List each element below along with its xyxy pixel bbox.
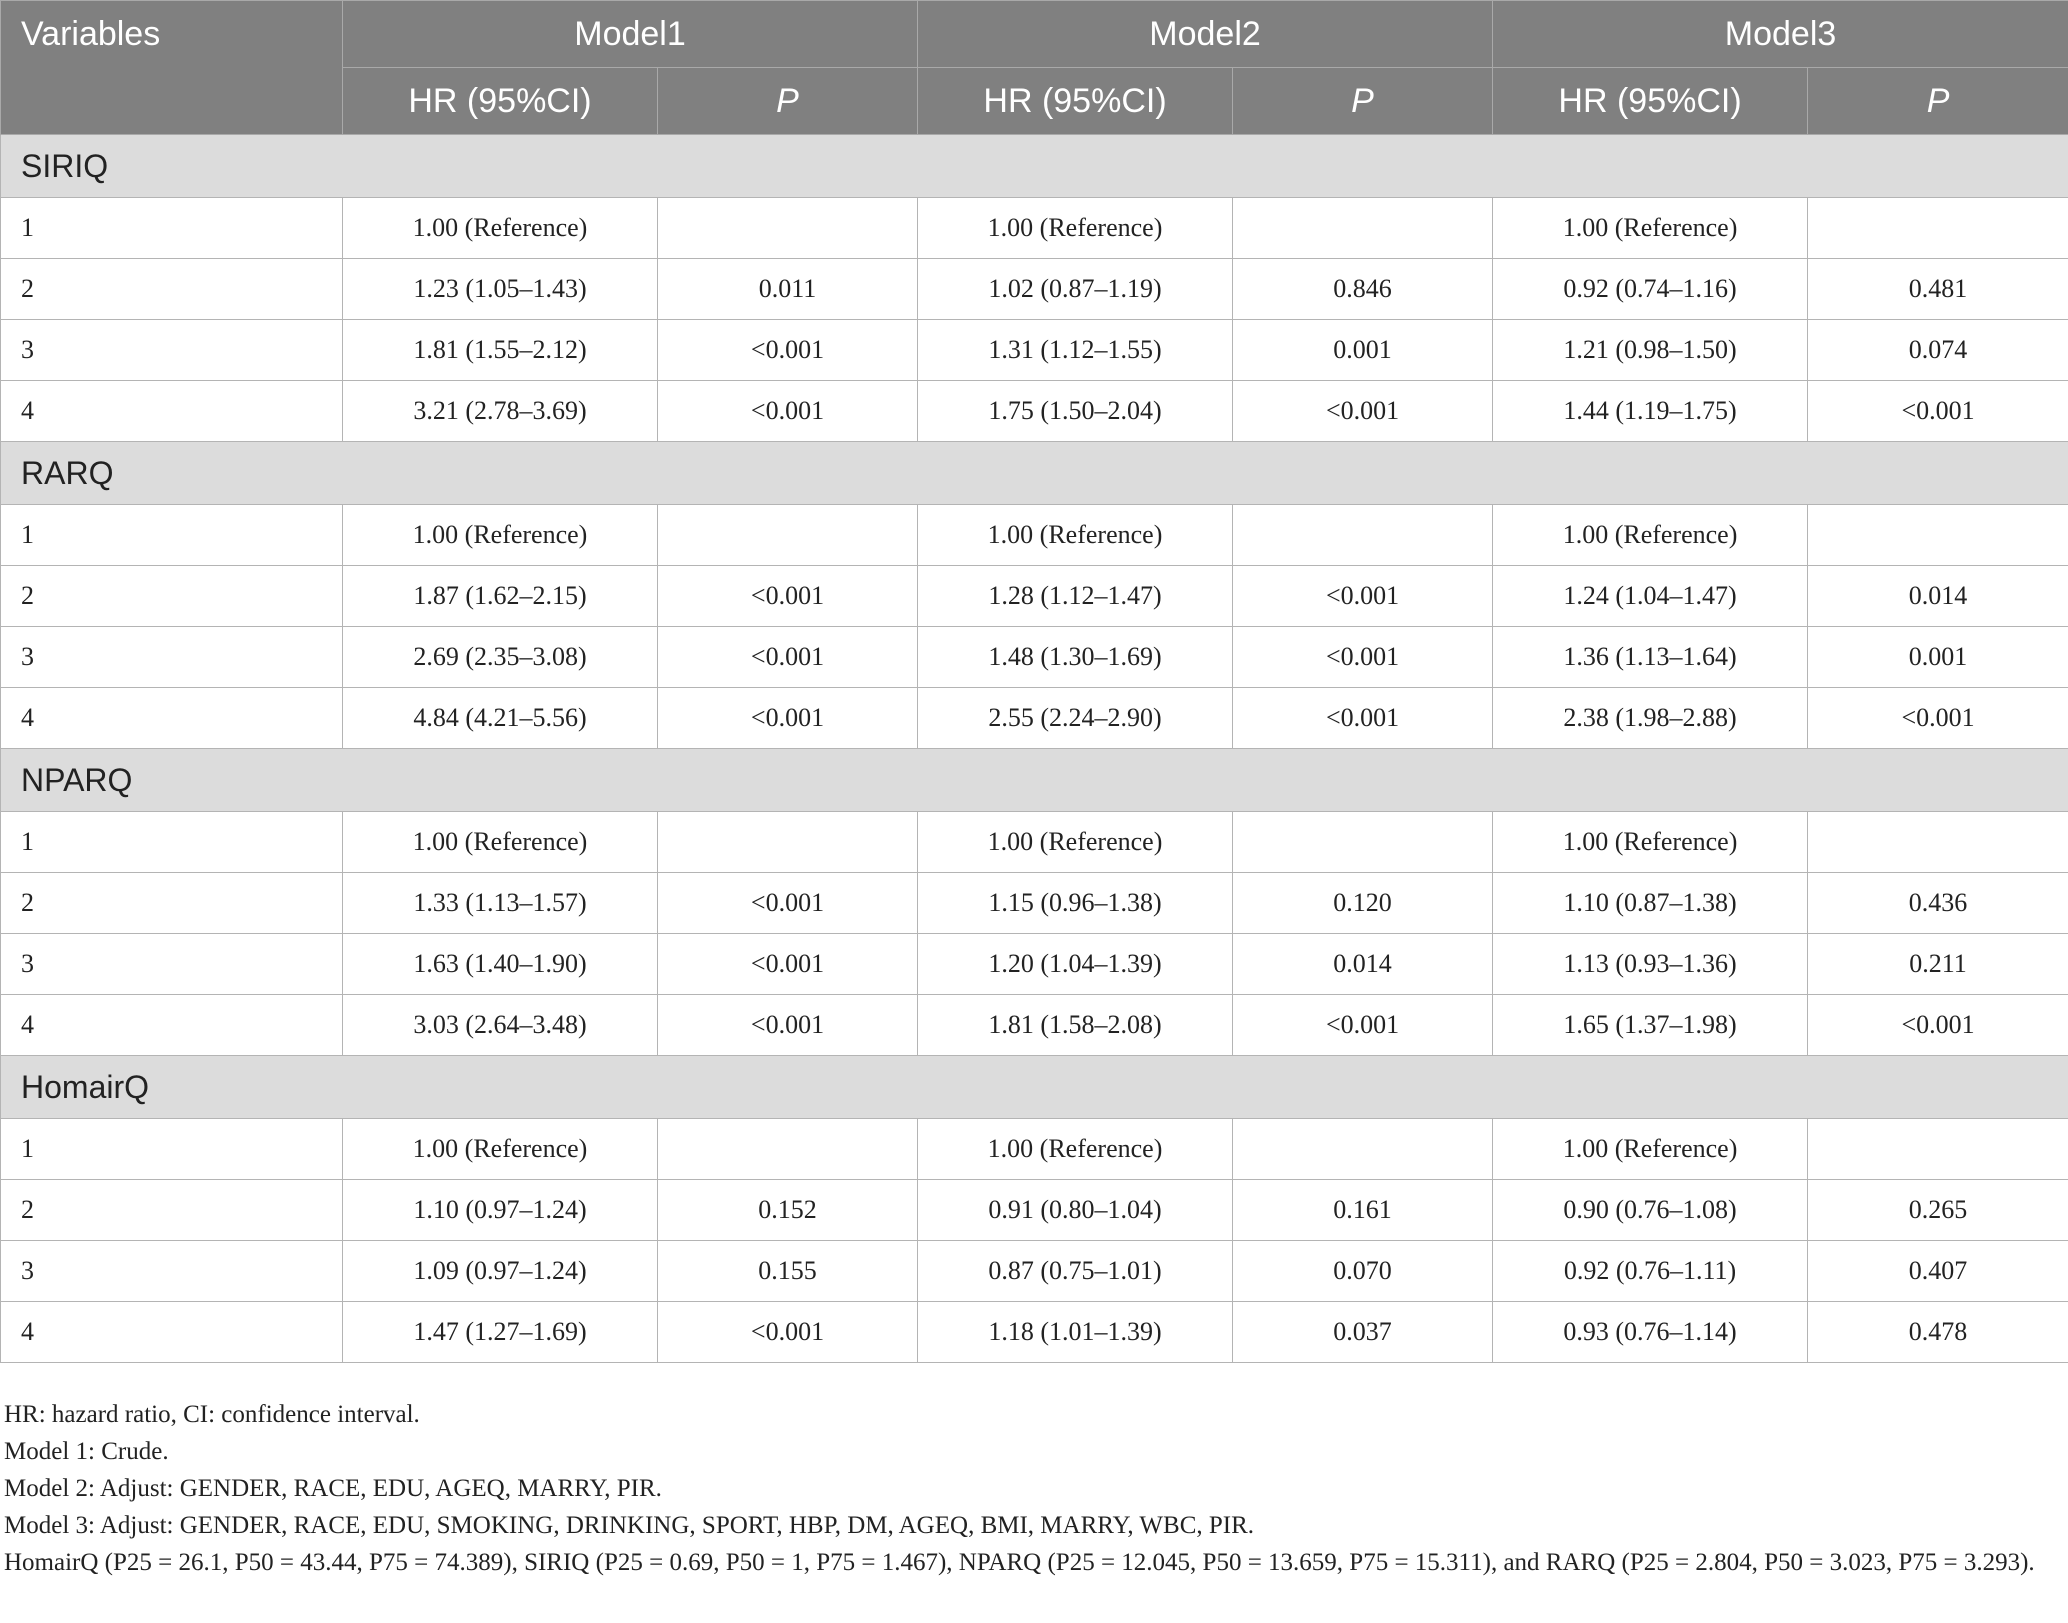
table-row [1,1180,2068,1241]
p-cell: 0.001 [1808,627,2068,688]
quartile-cell: 2 [1,259,343,320]
quartile-cell: 1 [1,1119,343,1180]
p-cell: <0.001 [1233,566,1493,627]
table-row [1,505,2068,566]
quartile-cell: 4 [1,1302,343,1363]
group-label: RARQ [1,442,2068,505]
hr-cell: 1.00 (Reference) [918,812,1233,873]
quartile-cell: 1 [1,505,343,566]
p-cell: <0.001 [658,627,918,688]
table-footnotes [4,1396,2064,1581]
quartile-cell: 4 [1,688,343,749]
footnote: Model 3: Adjust: GENDER, RACE, EDU, SMOKING, DRINKING, SPORT, HBP, DM, AGEQ, BMI, MARRY, WBC, PIR. [4,1512,1255,1539]
hr-cell: 1.15 (0.96–1.38) [918,873,1233,934]
hr-cell: 1.36 (1.13–1.64) [1493,627,1808,688]
hr-cell: 1.00 (Reference) [918,1119,1233,1180]
p-cell [658,505,918,566]
table-row [1,381,2068,442]
p-cell: 0.155 [658,1241,918,1302]
hr-cell: 1.47 (1.27–1.69) [343,1302,658,1363]
hr-cell: 1.10 (0.97–1.24) [343,1180,658,1241]
table-row [1,1119,2068,1180]
p-cell: <0.001 [1233,381,1493,442]
table-row [1,566,2068,627]
hr-cell: 3.03 (2.64–3.48) [343,995,658,1056]
p-cell: 0.265 [1808,1180,2068,1241]
hr-cell: 1.20 (1.04–1.39) [918,934,1233,995]
group-row [1,749,2068,812]
hr-cell: 1.65 (1.37–1.98) [1493,995,1808,1056]
group-row [1,1056,2068,1119]
p-cell: <0.001 [1808,688,2068,749]
p-cell: 0.481 [1808,259,2068,320]
p-cell: <0.001 [1233,627,1493,688]
quartile-cell: 3 [1,1241,343,1302]
p-cell [658,812,918,873]
p-cell [1808,505,2068,566]
table-row [1,812,2068,873]
p-cell: 0.407 [1808,1241,2068,1302]
table-row [1,1302,2068,1363]
p-cell: <0.001 [658,566,918,627]
quartile-cell: 2 [1,566,343,627]
hr-cell: 1.81 (1.58–2.08) [918,995,1233,1056]
hr-cell: 1.00 (Reference) [918,198,1233,259]
p-cell: <0.001 [1233,688,1493,749]
p-cell: <0.001 [658,688,918,749]
hr-cell: 1.21 (0.98–1.50) [1493,320,1808,381]
p-cell [1808,1119,2068,1180]
quartile-cell: 1 [1,198,343,259]
hr-cell: 1.00 (Reference) [1493,812,1808,873]
hr-cell: 1.00 (Reference) [1493,198,1808,259]
hr-cell: 1.31 (1.12–1.55) [918,320,1233,381]
hr-cell: 1.13 (0.93–1.36) [1493,934,1808,995]
table-row [1,627,2068,688]
quartile-cell: 3 [1,627,343,688]
hr-cell: 1.48 (1.30–1.69) [918,627,1233,688]
hr-cell: 0.91 (0.80–1.04) [918,1180,1233,1241]
hr-cell: 1.81 (1.55–2.12) [343,320,658,381]
quartile-cell: 3 [1,320,343,381]
p-cell [1233,1119,1493,1180]
p-cell: <0.001 [1233,995,1493,1056]
hr-cell: 2.38 (1.98–2.88) [1493,688,1808,749]
hr-cell: 0.92 (0.76–1.11) [1493,1241,1808,1302]
table-row [1,259,2068,320]
footnote: Model 2: Adjust: GENDER, RACE, EDU, AGEQ, MARRY, PIR. [4,1475,662,1502]
p-cell: 0.161 [1233,1180,1493,1241]
group-label: NPARQ [1,749,2068,812]
hr-cell: 1.00 (Reference) [1493,505,1808,566]
table-row [1,320,2068,381]
p-cell: <0.001 [658,873,918,934]
p-cell: <0.001 [658,1302,918,1363]
table-row [1,873,2068,934]
p-cell: 0.436 [1808,873,2068,934]
p-cell [658,198,918,259]
hr-cell: 1.10 (0.87–1.38) [1493,873,1808,934]
model2-header: Model2 [918,1,1493,68]
p-cell: 0.014 [1233,934,1493,995]
quartile-cell: 2 [1,1180,343,1241]
p-cell: <0.001 [658,995,918,1056]
p-cell [1808,812,2068,873]
p-cell: 0.152 [658,1180,918,1241]
group-label: HomairQ [1,1056,2068,1119]
hr-cell: 2.55 (2.24–2.90) [918,688,1233,749]
hr-header: HR (95%CI) [1493,68,1808,135]
hr-cell: 1.28 (1.12–1.47) [918,566,1233,627]
hr-cell: 1.00 (Reference) [343,812,658,873]
hr-cell: 0.90 (0.76–1.08) [1493,1180,1808,1241]
table-row [1,995,2068,1056]
quartile-cell: 1 [1,812,343,873]
hr-cell: 1.75 (1.50–2.04) [918,381,1233,442]
quartile-cell: 4 [1,995,343,1056]
variables-header: Variables [1,1,343,135]
table-row [1,688,2068,749]
hr-cell: 3.21 (2.78–3.69) [343,381,658,442]
model3-header: Model3 [1493,1,2068,68]
p-cell: 0.011 [658,259,918,320]
p-cell: <0.001 [658,934,918,995]
p-cell: <0.001 [658,381,918,442]
footnote: HR: hazard ratio, CI: confidence interval. [4,1401,420,1428]
p-header: P [1233,68,1493,135]
p-cell: 0.211 [1808,934,2068,995]
hr-cell: 1.00 (Reference) [343,1119,658,1180]
footnote: Model 1: Crude. [4,1438,169,1465]
p-cell: 0.037 [1233,1302,1493,1363]
group-label: SIRIQ [1,135,2068,198]
p-cell: 0.014 [1808,566,2068,627]
hr-cell: 2.69 (2.35–3.08) [343,627,658,688]
p-cell: 0.120 [1233,873,1493,934]
quartile-cell: 4 [1,381,343,442]
hr-cell: 1.24 (1.04–1.47) [1493,566,1808,627]
p-cell: <0.001 [1808,381,2068,442]
hr-cell: 1.33 (1.13–1.57) [343,873,658,934]
p-header: P [1808,68,2068,135]
p-cell: 0.846 [1233,259,1493,320]
p-header: P [658,68,918,135]
table-row [1,1241,2068,1302]
table-header [1,1,2068,135]
hr-cell: 1.00 (Reference) [1493,1119,1808,1180]
quartile-cell: 3 [1,934,343,995]
p-cell: <0.001 [1808,995,2068,1056]
table-body [1,135,2068,1363]
hr-header: HR (95%CI) [343,68,658,135]
table-row [1,198,2068,259]
p-cell [1233,505,1493,566]
hr-cell: 1.44 (1.19–1.75) [1493,381,1808,442]
table-row [1,934,2068,995]
hr-cell: 0.93 (0.76–1.14) [1493,1302,1808,1363]
hr-cell: 1.18 (1.01–1.39) [918,1302,1233,1363]
hr-cell: 0.87 (0.75–1.01) [918,1241,1233,1302]
hr-cell: 1.02 (0.87–1.19) [918,259,1233,320]
hr-cell: 1.63 (1.40–1.90) [343,934,658,995]
p-cell [1808,198,2068,259]
hr-cell: 1.09 (0.97–1.24) [343,1241,658,1302]
p-cell: 0.001 [1233,320,1493,381]
hr-cell: 0.92 (0.74–1.16) [1493,259,1808,320]
p-cell: 0.074 [1808,320,2068,381]
hr-cell: 4.84 (4.21–5.56) [343,688,658,749]
model1-header: Model1 [343,1,918,68]
quartile-cell: 2 [1,873,343,934]
p-cell: 0.070 [1233,1241,1493,1302]
p-cell: 0.478 [1808,1302,2068,1363]
hr-cell: 1.00 (Reference) [918,505,1233,566]
p-cell [658,1119,918,1180]
hr-cell: 1.00 (Reference) [343,505,658,566]
group-row [1,135,2068,198]
hr-cell: 1.00 (Reference) [343,198,658,259]
group-row [1,442,2068,505]
footnote: HomairQ (P25 = 26.1, P50 = 43.44, P75 = 74.389), SIRIQ (P25 = 0.69, P50 = 1, P75 = 1.467), NPARQ (P25 = 12.045, P50 = 13.659, P75 = 15.311), and RARQ (P25 = 2.804, P50 = 3.023, P75 = 3.293). [4,1549,2035,1576]
p-cell [1233,198,1493,259]
hr-cell: 1.87 (1.62–2.15) [343,566,658,627]
hr-cell: 1.23 (1.05–1.43) [343,259,658,320]
p-cell [1233,812,1493,873]
hr-header: HR (95%CI) [918,68,1233,135]
p-cell: <0.001 [658,320,918,381]
